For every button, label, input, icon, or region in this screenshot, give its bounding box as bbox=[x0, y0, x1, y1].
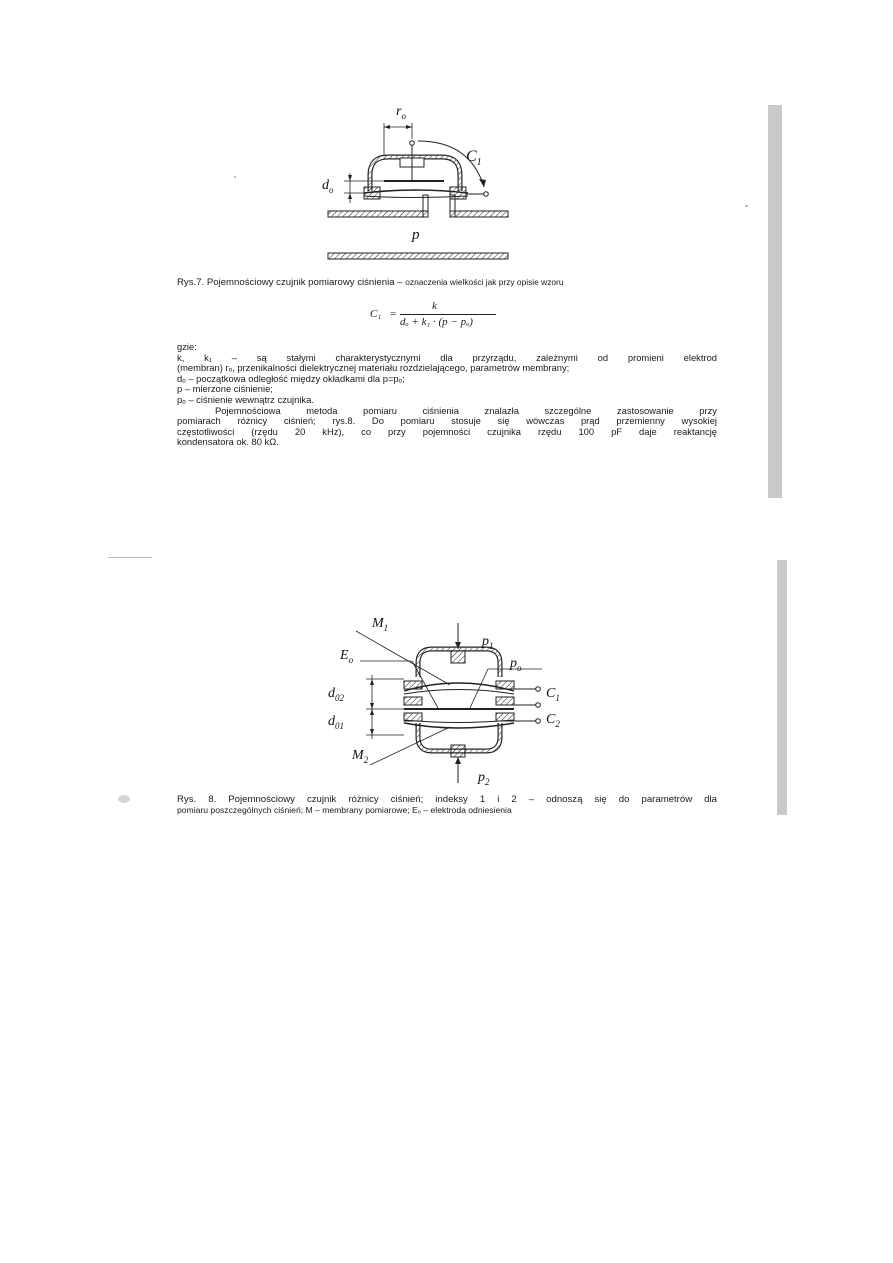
text-line: dₒ – początkowa odległość między okładkami dla p=pₒ; bbox=[177, 372, 405, 384]
text-line: p – mierzone ciśnienie; bbox=[177, 383, 273, 395]
caption-line: pomiaru poszczególnych ciśnień; M – membrany pomiarowe; Eₒ – elektroda odniesienia bbox=[177, 805, 512, 815]
formula-numerator: k bbox=[432, 300, 437, 312]
label-eo: $E_o$ bbox=[340, 648, 354, 665]
label-d02: $d_{02}$ bbox=[328, 686, 344, 703]
label-p2: $p_2$ bbox=[478, 770, 490, 787]
text-line: pomiarach różnicy ciśnień; rys.8. Do pomiaru stosuje się wówczas prąd przemienny wysokiej bbox=[177, 415, 717, 427]
figure-7-sensor-diagram bbox=[300, 95, 540, 270]
caption-line: Rys. 8. Pojemnościowy czujnik różnicy ciśnień; indeksy 1 i 2 – odnoszą się do parametrów dla bbox=[177, 794, 717, 805]
formula-equals: = bbox=[390, 308, 397, 320]
figure-7-caption: Rys.7. Pojemnościowy czujnik pomiarowy ciśnienia – oznaczenia wielkości jak przy opisie wzoru bbox=[177, 277, 564, 288]
text-line: k, k₁ – są stałymi charakterystycznymi dla przyrządu, zależnymi od promieni elektrod bbox=[177, 351, 717, 363]
text-line: Pojemnościowa metoda pomiaru ciśnienia znalazła szczególne zastosowanie przy bbox=[215, 404, 717, 416]
text-line: (membran) rₒ, przenikalności dielektrycznej materiału rozdzielającego, parametrów membrany; bbox=[177, 362, 570, 374]
text-line: gzie: bbox=[177, 341, 197, 352]
label-c2: $C_2$ bbox=[546, 712, 560, 729]
label-p1: $p_1$ bbox=[482, 634, 494, 651]
label-c1: $C_1$ bbox=[466, 148, 482, 168]
scan-artifact bbox=[118, 795, 130, 803]
label-p: p bbox=[412, 227, 420, 243]
label-po: $p_o$ bbox=[510, 656, 522, 673]
scan-edge-shadow bbox=[768, 105, 782, 498]
scan-edge-shadow bbox=[777, 560, 787, 815]
capacitance-formula bbox=[370, 300, 510, 330]
fraction-bar bbox=[400, 314, 496, 315]
label-c1: $C_1$ bbox=[546, 686, 560, 703]
text-line: częstotliwości (rzędu 20 kHz), co przy pojemności czujnika rzędu 100 pF daje reaktancję bbox=[177, 425, 717, 437]
figure-8-caption bbox=[177, 794, 717, 816]
formula-denominator: dₒ + k₁ · (p − pₒ) bbox=[400, 316, 473, 328]
label-m2: $M_2$ bbox=[352, 748, 369, 765]
text-line: kondensatora ok. 80 kΩ. bbox=[177, 436, 279, 448]
scan-artifact bbox=[108, 557, 152, 558]
label-d01: $d_{01}$ bbox=[328, 714, 344, 731]
label-ro: $r_o$ bbox=[396, 104, 406, 121]
formula-lhs: C₁ bbox=[370, 308, 382, 320]
text-line: pₒ – ciśnienie wewnątrz czujnika. bbox=[177, 393, 314, 405]
figure-8-differential-sensor-diagram bbox=[300, 605, 600, 790]
label-do: $d_o$ bbox=[322, 178, 334, 195]
description-text bbox=[177, 342, 717, 448]
label-m1: $M_1$ bbox=[372, 616, 389, 633]
scan-artifact bbox=[745, 205, 748, 207]
scan-artifact bbox=[234, 176, 236, 178]
